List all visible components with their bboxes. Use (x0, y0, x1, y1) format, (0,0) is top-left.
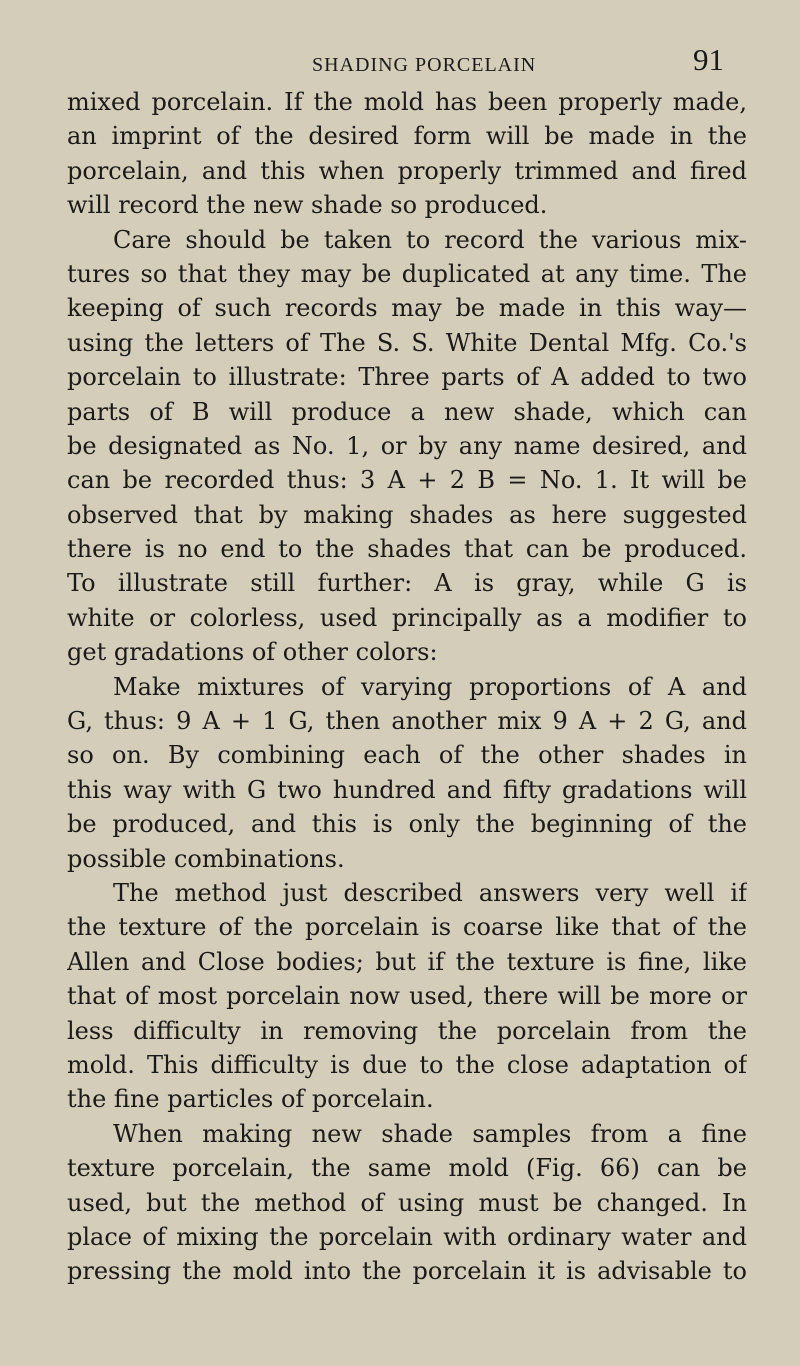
text-line: using the letters of The S. S. White Dental Mfg. Co.'s (67, 328, 747, 357)
text-line: texture porcelain, the same mold (Fig. 66) can be (67, 1154, 747, 1183)
text-line: porcelain to illustrate: Three parts of A added to two (67, 363, 747, 392)
text-line: The method just described answers very well if (113, 878, 747, 907)
text-line: When making new shade samples from a fine (113, 1119, 747, 1148)
text-line: place of mixing the porcelain with ordinary water and (67, 1222, 747, 1251)
text-line: possible combinations. (67, 844, 345, 873)
text-line: an imprint of the desired form will be made in the (67, 122, 747, 151)
text-line: be produced, and this is only the beginning of the (67, 810, 747, 839)
text-line: white or colorless, used principally as a modifier to (67, 603, 747, 632)
text-line: the fine particles of porcelain. (67, 1085, 434, 1114)
text-line: will record the new shade so produced. (67, 191, 548, 220)
text-line: can be recorded thus: 3 A + 2 B = No. 1. It will be (67, 466, 747, 495)
text-line: observed that by making shades as here suggested (67, 500, 747, 529)
text-line: Allen and Close bodies; but if the texture is fine, like (67, 947, 747, 976)
text-line: get gradations of other colors: (67, 638, 438, 667)
text-line: tures so that they may be duplicated at any time. The (67, 259, 747, 288)
text-line: keeping of such records may be made in this way— (67, 294, 747, 323)
text-line: the texture of the porcelain is coarse like that of the (67, 913, 747, 942)
text-line: To illustrate still further: A is gray, while G is (67, 569, 747, 598)
text-line: mold. This difficulty is due to the close adaptation of (67, 1050, 747, 1079)
text-line: porcelain, and this when properly trimmed and fired (67, 156, 747, 185)
text-line: this way with G two hundred and fifty gradations will (67, 775, 747, 804)
text-line: G, thus: 9 A + 1 G, then another mix 9 A + 2 G, and (67, 707, 747, 736)
text-line: parts of B will produce a new shade, which can (67, 397, 747, 426)
running-head: SHADING PORCELAIN (312, 54, 537, 76)
text-line: there is no end to the shades that can be produced. (67, 535, 747, 564)
text-line: Make mixtures of varying proportions of A and (113, 672, 747, 701)
body-text (67, 85, 747, 1289)
page-number: 91 (693, 42, 724, 77)
text-line: used, but the method of using must be changed. In (67, 1188, 747, 1217)
text-line: mixed porcelain. If the mold has been properly made, (67, 88, 747, 116)
text-line: so on. By combining each of the other shades in (67, 741, 747, 770)
text-line: Care should be taken to record the various mix- (113, 225, 747, 254)
text-line: less difficulty in removing the porcelain from the (67, 1016, 747, 1045)
text-line: that of most porcelain now used, there will be more or (67, 982, 747, 1011)
text-line: be designated as No. 1, or by any name desired, and (67, 431, 747, 460)
text-line: pressing the mold into the porcelain it is advisable to (67, 1257, 747, 1286)
